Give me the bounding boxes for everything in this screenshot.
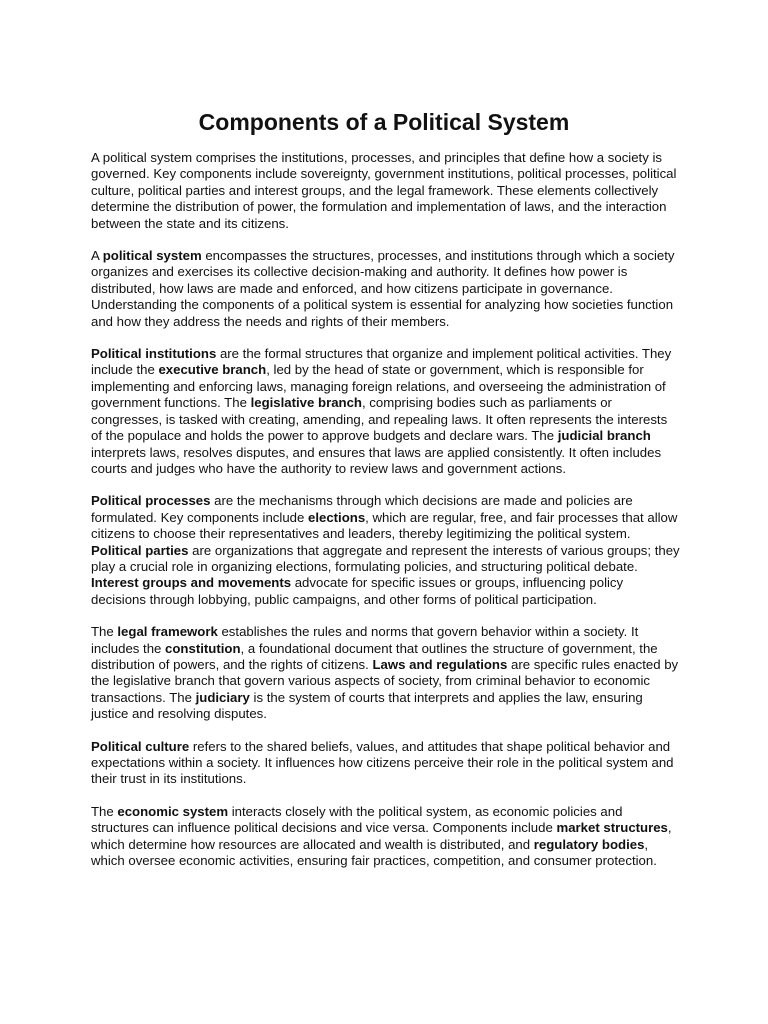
text-run: refers to the shared beliefs, values, and attitudes that shape political behavior and expectations within a society. It influences how citizens perceive their role in the political system and their trust in its institutions. — [91, 738, 674, 787]
bold-term: elections — [307, 509, 366, 525]
body-paragraph — [91, 739, 681, 788]
body-paragraph — [91, 804, 681, 870]
bold-term: market structures — [556, 820, 668, 836]
bold-term: executive branch — [158, 362, 267, 378]
body-paragraph — [91, 346, 681, 477]
document-title: Components of a Political System — [198, 109, 570, 135]
body-paragraph — [91, 624, 681, 722]
bold-term: legislative branch — [250, 395, 362, 411]
document-body — [91, 150, 681, 885]
bold-term: Political processes — [91, 493, 211, 509]
text-run: are the formal structures that organize and implement political activities. They include the — [91, 346, 672, 378]
text-run: The — [91, 803, 118, 819]
bold-term: judiciary — [195, 689, 250, 705]
text-run: A political system comprises the institutions, processes, and principles that define how a society is governed. Key components include sovereignty, government institutions, political processes, political culture, political parties and interest groups, and the legal framework. These elements collectively determine the distribution of power, the formulation and implementation of laws, and the interaction between the state and its citizens. — [91, 150, 677, 231]
text-run: , which determine how resources are allocated and wealth is distributed, and — [91, 820, 672, 852]
text-run: establishes the rules and norms that govern behavior within a society. It includes the — [91, 624, 639, 656]
text-run: interprets laws, resolves disputes, and ensures that laws are applied consistently. It often includes courts and judges who have the authority to review laws and government actions. — [91, 444, 662, 476]
bold-term: legal framework — [117, 624, 218, 640]
text-run: advocate for specific issues or groups, influencing policy decisions through lobbying, public campaigns, and other forms of political participation. — [91, 575, 624, 607]
bold-term: Political culture — [91, 738, 190, 754]
text-run: , led by the head of state or government, which is responsible for implementing and enforcing laws, managing foreign relations, and overseeing the administration of government functions. The — [91, 362, 666, 411]
text-run: , a foundational document that outlines the structure of government, the distribution of powers, and the rights of citizens. — [91, 640, 658, 672]
text-run: encompasses the structures, processes, and institutions through which a society organizes and exercises its collective decision-making and authority. It defines how power is distributed, how laws are made and enforced, and how citizens participate in governance. Understanding the components of a political system is essential for analyzing how societies function and how they address the needs and rights of their members. — [91, 248, 675, 329]
body-paragraph — [91, 150, 681, 232]
bold-term: judicial branch — [557, 428, 651, 444]
text-run: are the mechanisms through which decisions are made and policies are formulated. Key components include — [91, 493, 633, 525]
bold-term: constitution — [165, 640, 241, 656]
text-run: , comprising bodies such as parliaments or congresses, is tasked with creating, amending, and repealing laws. It often represents the interests of the populace and holds the power to approve budgets and declare wars. The — [91, 395, 668, 444]
text-run: , which are regular, free, and fair processes that allow citizens to choose their representatives and leaders, thereby legitimizing the political system. — [91, 509, 678, 542]
text-run: interacts closely with the political system, as economic policies and structures can influence political decisions and vice versa. Components include — [91, 803, 623, 836]
bold-term: Interest groups and movements — [91, 575, 292, 591]
bold-term: political system — [102, 248, 202, 264]
bold-term: regulatory bodies — [533, 836, 645, 852]
text-run: A — [91, 248, 103, 264]
text-run: The — [91, 624, 118, 640]
body-paragraph — [91, 248, 681, 330]
text-run: is the system of courts that interprets and applies the law, ensuring justice and resolving disputes. — [91, 689, 643, 722]
text-run: , which oversee economic activities, ensuring fair practices, competition, and consumer protection. — [91, 836, 657, 869]
bold-term: Political institutions — [91, 346, 217, 362]
bold-term: Laws and regulations — [372, 656, 508, 672]
bold-term: Political parties — [91, 542, 189, 558]
text-run: are specific rules enacted by the legislative branch that govern various aspects of society, from criminal behavior to economic transactions. The — [91, 656, 679, 705]
text-run: are organizations that aggregate and represent the interests of various groups; they play a crucial role in organizing elections, formulating policies, and structuring political debate. — [91, 542, 680, 574]
body-paragraph — [91, 493, 681, 608]
bold-term: economic system — [117, 803, 229, 819]
